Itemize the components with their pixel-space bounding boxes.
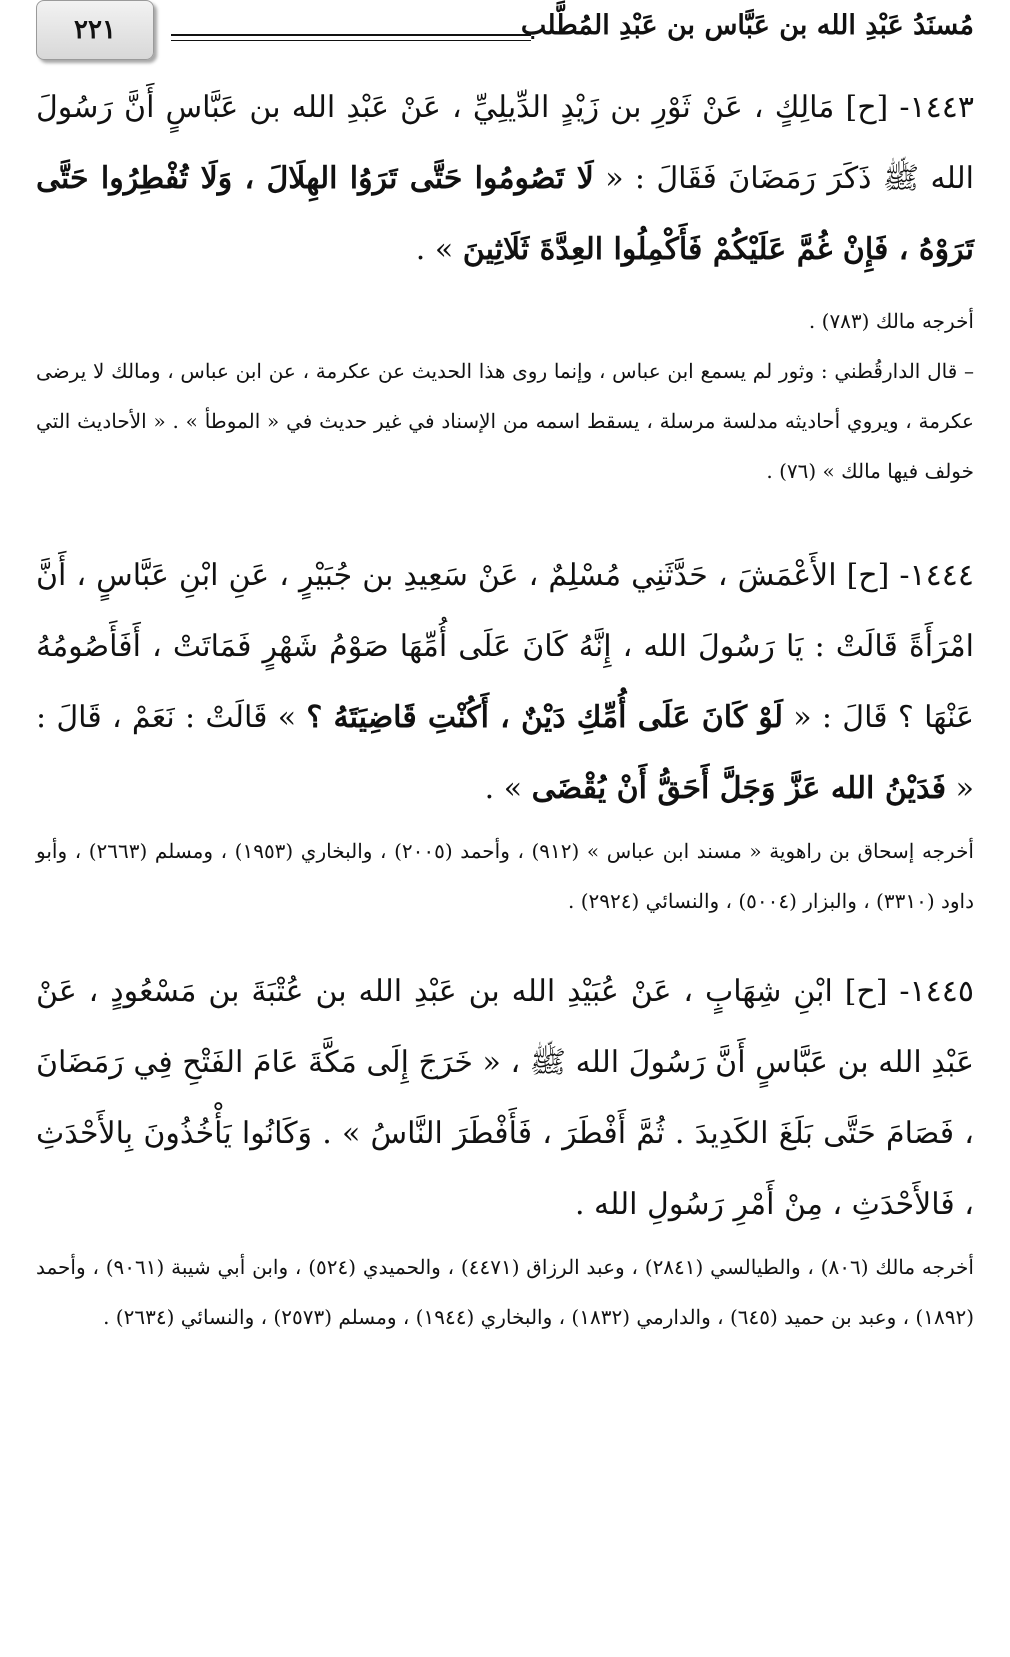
hadith-1444-matn: لَوْ كَانَ عَلَى أُمِّكِ دَيْنٌ ، أَكُنْتِ قَاضِيَتَهُ ؟ [306, 700, 783, 735]
hadith-1444 [36, 540, 974, 824]
hadith-1444-close: » . [484, 771, 523, 806]
hadith-1443-matn: لَا تَصُومُوا حَتَّى تَرَوُا الهِلَالَ ، وَلَا تُفْطِرُوا حَتَّى تَرَوْهُ ، فَإِنْ غُمَّ عَلَيْكُمْ فَأَكْمِلُوا العِدَّةَ ثَلَاثِينَ [36, 161, 974, 267]
hadith-1444-notes [36, 826, 974, 926]
hadith-1443-close: » . [415, 232, 454, 267]
hadith-1443 [36, 72, 974, 285]
hadith-1444-mid: » قَالَتْ : نَعَمْ ، قَالَ : « [36, 700, 974, 806]
hadith-1443-notes [36, 296, 974, 496]
hadith-1445-notes [36, 1242, 974, 1342]
book-page [36, 0, 974, 1657]
takhrij-note: أخرجه مالك (٧٨٣) . [808, 309, 974, 333]
hadith-1444-isnad: ١٤٤٤- [ح] الأَعْمَشَ ، حَدَّثَنِي مُسْلِمٌ ، عَنْ سَعِيدِ بن جُبَيْرٍ ، عَنِ ابْنِ عَبَّاسٍ ، أَنَّ امْرَأَةً قَالَتْ : يَا رَسُولَ الله ، إِنَّهُ كَانَ عَلَى أُمِّهَا صَوْمُ شَهْرٍ فَمَاتَتْ ، أَفَأَصُومُهُ عَنْهَا ؟ قَالَ : « [36, 558, 974, 735]
running-title: مُسنَدُ عَبْدِ الله بن عَبَّاس بن عَبْدِ المُطَّلب [520, 10, 974, 41]
hadith-1445 [36, 956, 974, 1240]
daraqutni-note: – قال الدارقُطني : وثور لم يسمع ابن عباس ، وإنما روى هذا الحديث عن عكرمة ، عن ابن عباس ، ومالك لا يرضى عكرمة ، ويروي أحاديثه مدلسة مرسلة ، يسقط اسمه من الإسناد في غير حديث في « الموطأ » . « الأحاديث التي خولف فيها مالك » (٧٦) . [36, 359, 974, 483]
takhrij-note: أخرجه مالك (٨٠٦) ، والطيالسي (٢٨٤١) ، وعبد الرزاق (٤٤٧١) ، والحميدي (٥٢٤) ، وابن أبي شيبة (٩٠٦١) ، وأحمد (١٨٩٢) ، وعبد بن حميد (٦٤٥) ، والدارمي (١٨٣٢) ، والبخاري (١٩٤٤) ، ومسلم (٢٥٧٣) ، والنسائي (٢٦٣٤) . [36, 1255, 974, 1329]
page-header [36, 0, 974, 62]
hadith-1444-matn-2: فَدَيْنُ الله عَزَّ وَجَلَّ أَحَقُّ أَنْ يُقْضَى [531, 771, 947, 806]
hadith-1443-isnad: ١٤٤٣- [ح] مَالِكٍ ، عَنْ ثَوْرِ بن زَيْدٍ الدِّيلِيِّ ، عَنْ عَبْدِ الله بن عَبَّاسٍ أَنَّ رَسُولَ الله ﷺ ذَكَرَ رَمَضَانَ فَقَالَ : « [36, 90, 974, 196]
hadith-1445-text: ١٤٤٥- [ح] ابْنِ شِهَابٍ ، عَنْ عُبَيْدِ الله بن عَبْدِ الله بن عُتْبَةَ بن مَسْعُودٍ ، عَنْ عَبْدِ الله بن عَبَّاسٍ أَنَّ رَسُولَ الله ﷺ ، « خَرَجَ إِلَى مَكَّةَ عَامَ الفَتْحِ فِي رَمَضَانَ ، فَصَامَ حَتَّى بَلَغَ الكَدِيدَ . ثُمَّ أَفْطَرَ ، فَأَفْطَرَ النَّاسُ » . وَكَانُوا يَأْخُذُونَ بِالأَحْدَثِ ، فَالأَحْدَثِ ، مِنْ أَمْرِ رَسُولِ الله . [36, 974, 974, 1222]
header-rule [171, 34, 531, 41]
takhrij-note: أخرجه إسحاق بن راهوية « مسند ابن عباس » (٩١٢) ، وأحمد (٢٠٠٥) ، والبخاري (١٩٥٣) ، ومسلم (٢٦٦٣) ، وأبو داود (٣٣١٠) ، والبزار (٥٠٠٤) ، والنسائي (٢٩٢٤) . [36, 839, 974, 913]
page-number: ٢٢١ [36, 0, 154, 60]
